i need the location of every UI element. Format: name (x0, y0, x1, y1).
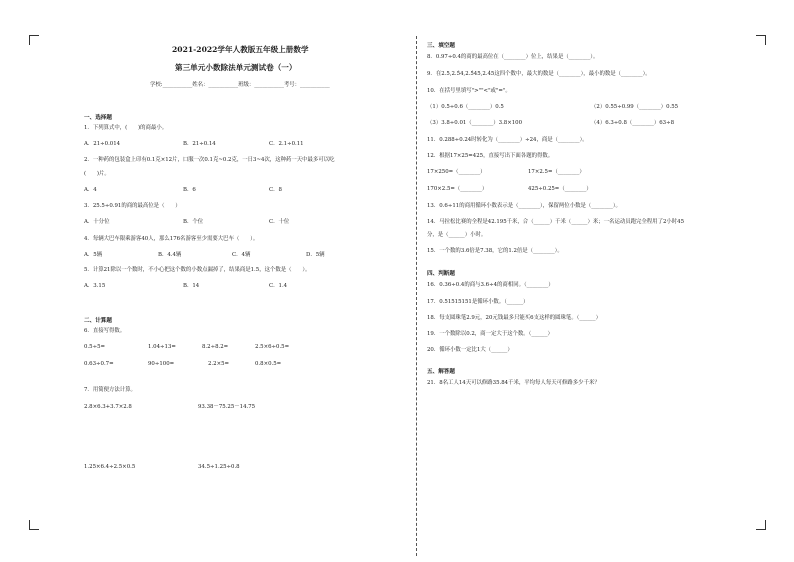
page-divider (416, 36, 417, 556)
q10-item-2: （2）0.55÷0.99（________）0.55 (591, 104, 679, 110)
question-3: 3．25.5÷0.91的商的最高位是（ ） (84, 203, 181, 209)
section-5-heading: 五、解答题 (427, 369, 455, 375)
q5-option-b: B．14 (183, 283, 200, 289)
crop-mark-top-left (29, 35, 39, 45)
q12-item-2: 17×2.5=（________） (528, 169, 585, 175)
question-19: 19．一个数除以0.2，商一定大于这个数。（______） (427, 331, 553, 337)
student-info-line: 学校:___________姓名：___________班级：___________考号：___________ (150, 82, 330, 88)
calc-item: 0.63÷0.7= (84, 361, 114, 367)
q10-item-3: （3）3.8÷0.01（________）3.8×100 (427, 120, 523, 126)
question-18: 18．每支圆珠笔2.9元，20元钱最多只能买6支这样的圆珠笔。（______） (427, 315, 601, 321)
question-17: 17．0.51515151是循环小数。（______） (427, 299, 529, 305)
q1-option-a: A．21÷0.014 (84, 141, 121, 147)
question-2-line-2: ( )片。 (84, 171, 110, 177)
section-3-heading: 三、填空题 (427, 43, 455, 49)
q2-option-b: B．6 (183, 187, 196, 193)
q1-option-c: C．2.1÷0.11 (269, 141, 304, 147)
calc-item: 0.5÷5= (84, 344, 106, 350)
q4-option-c: C．4辆 (232, 252, 251, 258)
question-15: 15．一个数的3.6倍是7.38，它的1.2倍是（________）。 (427, 248, 563, 254)
calc-item: 2.2×5= (208, 361, 230, 367)
question-1: 1．下列算式中，( )的商最小。 (84, 125, 168, 131)
question-10: 10．在括号里填写">""<"或"="。 (427, 88, 511, 94)
calc-item: 8.2÷8.2= (202, 344, 229, 350)
q3-option-c: C．十位 (269, 219, 290, 225)
simplify-expression: 93.38－75.25－14.75 (198, 404, 256, 410)
section-1-heading: 一、选择题 (84, 115, 112, 121)
section-4-heading: 四、判断题 (427, 271, 455, 277)
calc-item: 2.5×6÷0.5= (255, 344, 290, 350)
question-9: 9．在2.5,2.5̇4,2.5̇45,2.4̇5这四个数中，最大的数是（________），最小的数是（________）。 (427, 71, 651, 77)
question-13: 13．0.6÷11的商用循环小数表示是（________），保留两位小数是（________）。 (427, 203, 621, 209)
q4-option-a: A．5辆 (84, 252, 103, 258)
q10-item-4: （4）6.3÷0.8（________）63÷8 (591, 120, 675, 126)
question-5: 5．计算21除以一个数时，不小心把这个数的小数点漏掉了，结果商是1.5，这个数是（ ）。 (84, 267, 311, 273)
page-title: 2021-2022学年人教版五年级上册数学 (172, 45, 309, 54)
calc-item: 0.8×0.5= (255, 361, 282, 367)
question-12: 12．根据17×25=425，直接写出下面各题的得数。 (427, 153, 554, 159)
question-7: 7．用简便方法计算。 (84, 387, 136, 393)
q3-option-b: B．个位 (183, 219, 204, 225)
simplify-expression: 2.8×6.3+3.7×2.8 (84, 404, 132, 410)
q2-option-c: C．8 (269, 187, 282, 193)
question-6: 6．直接写得数。 (84, 328, 126, 334)
simplify-expression: 34.5÷1.25÷0.8 (198, 464, 240, 470)
q12-item-1: 17×250=（________） (427, 169, 486, 175)
q5-option-c: C．1.4 (269, 283, 288, 289)
question-11: 11．0.288÷0.24时转化为（________）÷24，商是（________）。 (427, 137, 588, 143)
q10-item-1: （1）0.5÷0.6（________）0.5 (427, 104, 504, 110)
q3-option-a: A．十分位 (84, 219, 110, 225)
question-2-line-1: 2．一种药的包装盒上印有0.1克×12片，口服一次0.1克~0.2克，一日3~4次，这种药一天中最多可以吃 (84, 157, 335, 163)
page-subtitle: 第三单元小数除法单元测试卷（一） (175, 63, 297, 72)
q2-option-a: A．4 (84, 187, 97, 193)
q4-option-d: D．5辆 (306, 252, 325, 258)
calc-item: 1.04÷13= (148, 344, 176, 350)
section-2-heading: 二、计算题 (84, 318, 112, 324)
question-14-line-2: 分，是（______）小时。 (427, 232, 487, 238)
crop-mark-top-right (756, 35, 766, 45)
simplify-expression: 1.25×6.4÷2.5×0.5 (84, 464, 136, 470)
q12-item-3: 170×2.5=（________） (427, 186, 488, 192)
question-14-line-1: 14．马拉松比赛的全程是42.195千米，合（______）千米（______）米；一名运动员跑完全程用了2小时45 (427, 219, 685, 225)
question-21: 21．8名工人14天可以修路35.84千米，平均每人每天可修路多少千米？ (427, 380, 600, 386)
q1-option-b: B．21÷0.14 (183, 141, 216, 147)
question-8: 8．0.97÷0.4的商的最高位在（________）位上，结果是（________）。 (427, 54, 599, 60)
crop-mark-bottom-right (756, 520, 766, 530)
crop-mark-bottom-left (29, 520, 39, 530)
question-16: 16．0.36÷0.4的商与3.6÷4的商相同。（________） (427, 282, 554, 288)
question-20: 20．循环小数一定比1大（______） (427, 347, 513, 353)
q4-option-b: B．4.4辆 (158, 252, 182, 258)
q5-option-a: A．3.15 (84, 283, 106, 289)
calc-item: 90÷100= (148, 361, 175, 367)
q12-item-4: 425÷0.25=（________） (528, 186, 592, 192)
question-4: 4．每辆大巴车限乘游客40人，那么176名游客至少需要大巴车（ ）。 (84, 236, 259, 242)
